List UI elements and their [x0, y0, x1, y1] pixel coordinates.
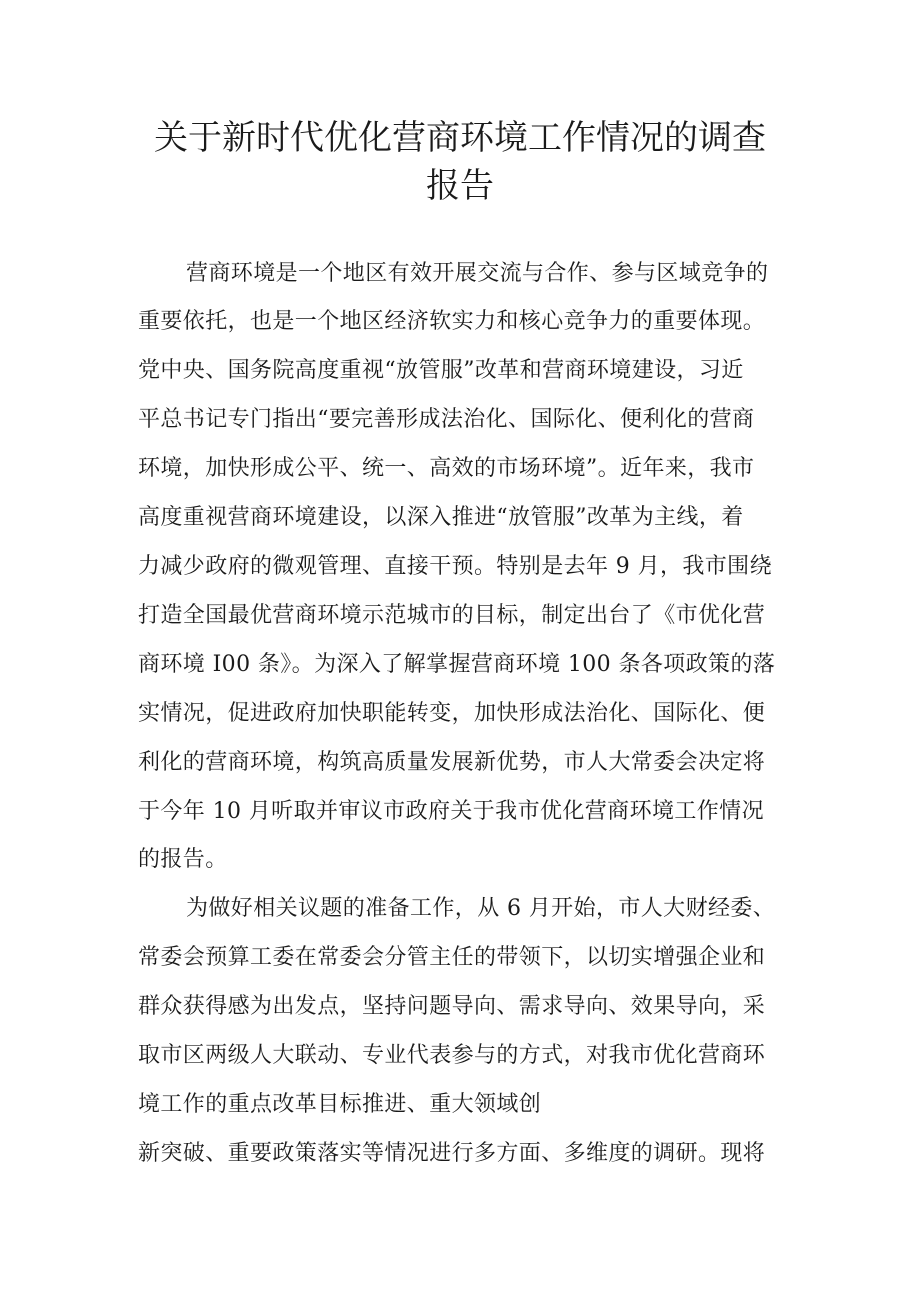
body-line-4: 平总书记专门指出“要完善形成法治化、国际化、便利化的营商 [138, 407, 755, 432]
body-line-6: 高度重视营商环境建设，以深入推进“放管服”改革为主线，着 [138, 505, 744, 530]
body-line-7: 力减少政府的微观管理、直接干预。特别是去年 9 月，我市围绕 [138, 554, 772, 579]
body-line-3: 党中央、国务院高度重视“放管服”改革和营商环境建设，习近 [138, 358, 744, 383]
body-line-10: 实情况，促进政府加快职能转变，加快形成法治化、国际化、便 [138, 701, 766, 726]
body-line-5: 环境，加快形成公平、统一、高效的市场环境”。近年来，我市 [138, 456, 755, 481]
body-line-18: 境工作的重点改革目标推进、重大领域创 [138, 1092, 542, 1117]
body-line-2: 重要依托，也是一个地区经济软实力和核心竞争力的重要体现。 [138, 309, 766, 334]
body-line-9: 商环境 I00 条》。为深入了解掌握营商环境 100 条各项政策的落 [138, 652, 776, 677]
document-title-line-2: 报告 [426, 166, 494, 206]
body-line-1: 营商环境是一个地区有效开展交流与合作、参与区域竞争的 [186, 261, 769, 286]
body-line-16: 群众获得感为出发点，坚持问题导向、需求导向、效果导向，采 [138, 994, 766, 1019]
body-line-13: 的报告。 [138, 847, 228, 872]
body-line-11: 利化的营商环境，构筑高质量发展新优势，市人大常委会决定将 [138, 750, 766, 775]
body-line-8: 打造全国最优营商环境示范城市的目标，制定出台了《市优化营 [138, 603, 766, 628]
body-line-14: 为做好相关议题的准备工作，从 6 月开始，市人大财经委、 [186, 896, 776, 921]
body-line-17: 取市区两级人大联动、专业代表参与的方式，对我市优化营商环 [138, 1043, 766, 1068]
document-title-line-1: 关于新时代优化营商环境工作情况的调查 [154, 118, 766, 158]
body-line-12: 于今年 10 月听取并审议市政府关于我市优化营商环境工作情况 [138, 799, 764, 824]
body-line-19: 新突破、重要政策落实等情况进行多方面、多维度的调研。现将 [138, 1141, 766, 1166]
body-line-15: 常委会预算工委在常委会分管主任的带领下，以切实增强企业和 [138, 945, 766, 970]
